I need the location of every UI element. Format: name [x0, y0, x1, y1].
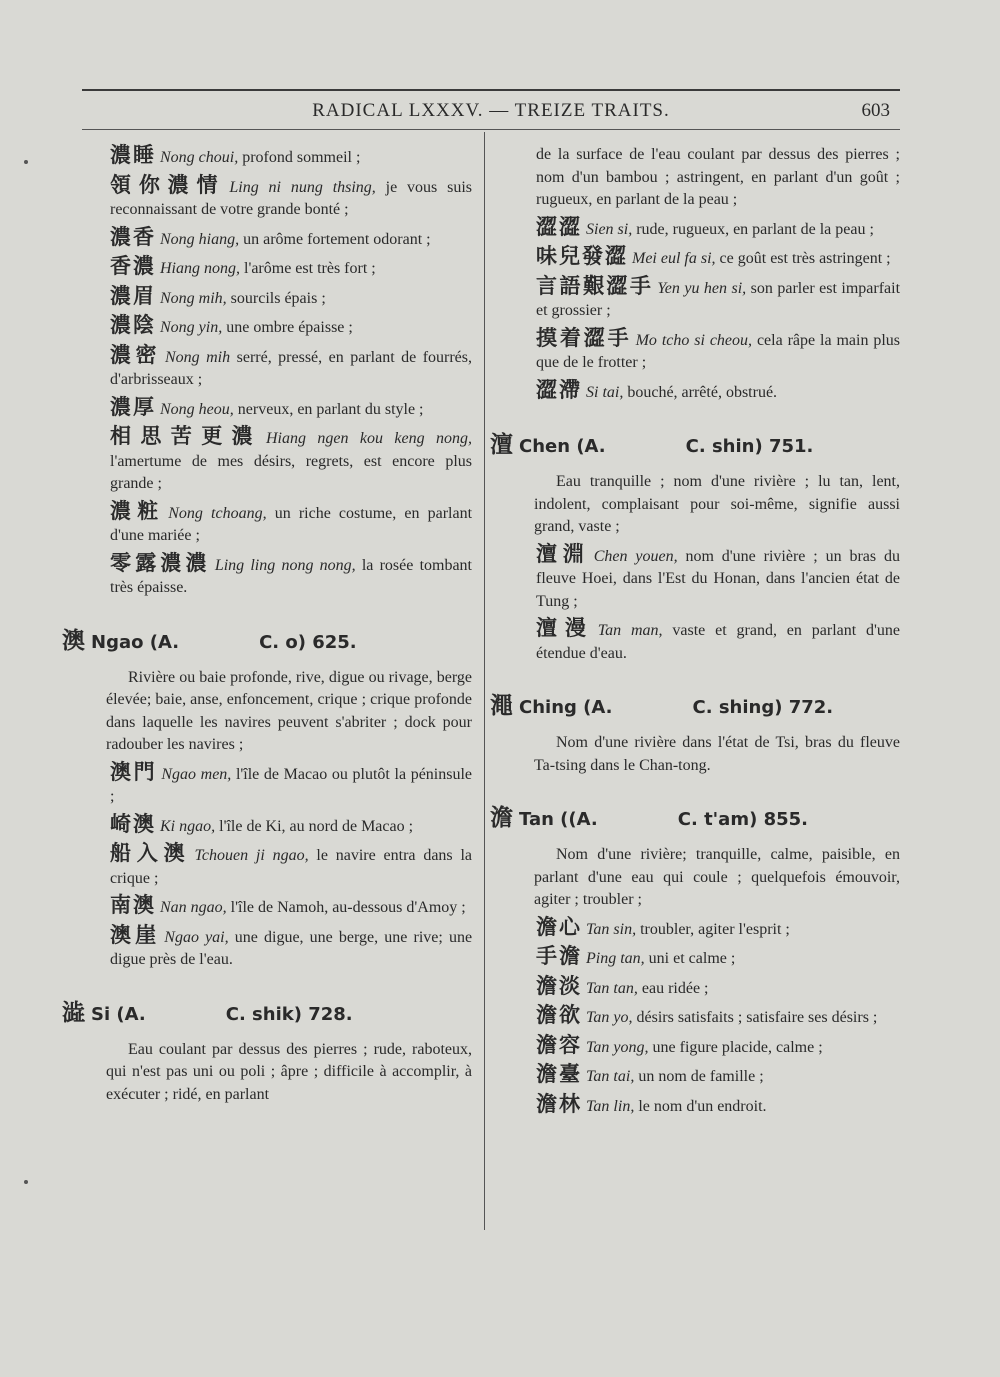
subentry-characters: 澀滯 — [536, 377, 582, 402]
subentry — [490, 1063, 900, 1089]
subentry-characters: 澳門 — [110, 759, 158, 784]
subentry-romanization: Nong heou, — [160, 400, 234, 418]
subentry — [62, 924, 472, 972]
subentry-romanization: Tan lin, — [586, 1097, 635, 1115]
entry-romanization: Si (A. — [91, 1003, 146, 1025]
subentry-definition: son parler est imparfait et grossier ; — [536, 279, 901, 319]
running-header — [82, 100, 900, 126]
subentry — [490, 975, 900, 1001]
subentry-definition: eau ridée ; — [641, 979, 709, 997]
subentry-romanization: Nong yin, — [160, 319, 223, 336]
subentry — [62, 255, 472, 281]
subentry-characters: 濃睡 — [110, 143, 156, 167]
subentry-romanization: Mei eul fa si, — [632, 250, 716, 267]
subentry-definition: serré, pressé, en parlant de fourrés, d'arbrisseaux ; — [110, 348, 473, 388]
subentry-romanization: Ping tan, — [586, 950, 645, 967]
subentry — [62, 552, 472, 600]
subentry-romanization: Nong choui, — [160, 149, 239, 166]
subentry — [490, 216, 900, 242]
subentry-definition: une digue, une berge, une rive; une digue près de l'eau. — [110, 928, 473, 968]
subentry-characters: 澶淵 — [536, 541, 590, 566]
subentry-definition: le navire entra dans la crique ; — [110, 847, 473, 887]
subentry — [490, 327, 900, 375]
subentry-characters: 零露濃濃 — [110, 550, 211, 575]
subentry — [62, 425, 472, 496]
entry-heading-ching — [490, 687, 900, 720]
subentry-definition: sourcils épais ; — [230, 289, 326, 307]
chen-subentries — [490, 543, 900, 666]
header-rule — [82, 129, 900, 130]
subentry — [490, 617, 900, 665]
header-title: RADICAL LXXXV. — TREIZE TRAITS. — [312, 100, 670, 121]
subentry-romanization: Ling ling nong nong, — [214, 556, 356, 574]
subentry — [490, 245, 900, 271]
subentry-romanization: Mo tcho si cheou, — [635, 331, 753, 349]
subentry-definition: la rosée tombant très épaisse. — [110, 556, 473, 596]
entry-romanization: Tan ((A. — [519, 809, 598, 830]
subentry-definition: je vous suis reconnaissant de votre grande bonté ; — [110, 178, 473, 218]
subentry-romanization: Tan man, — [597, 622, 663, 639]
page-number: 603 — [861, 100, 890, 121]
subentry — [490, 1093, 900, 1119]
subentry-characters: 澀澀 — [536, 214, 582, 239]
subentry-definition: un riche costume, en parlant d'une mariée ; — [110, 504, 473, 544]
entry-romanization: Ching (A. — [519, 697, 613, 718]
subentry-definition: une figure placide, calme ; — [652, 1038, 823, 1056]
subentry-definition: l'île de Ki, au nord de Macao ; — [219, 817, 414, 835]
subentry-definition: rude, rugueux, en parlant de la peau ; — [636, 220, 874, 238]
subentry-definition: nom d'une rivière ; un bras du fleuve Hoei, dans l'Est du Honan, dans l'ancien état de Tung ; — [536, 547, 901, 610]
subentry-characters: 澶漫 — [536, 616, 594, 640]
entry-heading-tan — [490, 799, 900, 832]
entry-character: 澹 — [490, 805, 513, 831]
entry-definition-tan: Nom d'une rivière; tranquille, calme, paisible, en parlant d'une eau qui coule ; quelquefois émouvoir, agiter ; troubler ; — [534, 846, 900, 908]
entry-heading-ngao — [62, 622, 472, 655]
subentry-characters: 澹淡 — [536, 973, 582, 998]
right-column — [490, 144, 900, 1122]
subentry — [62, 144, 472, 170]
subentry-romanization: Tan yong, — [586, 1038, 649, 1056]
subentry-romanization: Ngao men, — [161, 765, 232, 783]
subentry-romanization: Hiang ngen kou keng nong, — [266, 430, 473, 447]
subentry — [62, 174, 472, 222]
subentry-romanization: Nong mih — [164, 348, 231, 366]
subentry-characters: 相思苦更濃 — [110, 424, 262, 448]
subentry-characters: 濃香 — [110, 224, 156, 249]
margin-speck — [24, 160, 28, 164]
entry-character: 澳 — [62, 627, 85, 654]
top-rule — [82, 89, 900, 91]
subentry-characters: 澹林 — [536, 1091, 582, 1116]
subentry — [62, 500, 472, 548]
subentry — [62, 842, 472, 890]
subentry-characters: 澳崖 — [110, 922, 161, 947]
subentry-romanization: Ling ni nung thsing, — [229, 178, 376, 196]
subentry-romanization: Nong mih, — [160, 289, 227, 307]
nong-subentries — [62, 144, 472, 600]
subentry-characters: 領你濃情 — [110, 172, 226, 197]
entry-reference: C. shin) 751. — [685, 436, 814, 457]
subentry-definition: l'île de Macao ou plutôt la péninsule ; — [110, 765, 473, 805]
subentry-romanization: Ki ngao, — [160, 817, 216, 835]
subentry — [490, 379, 900, 405]
subentry-definition: désirs satisfaits ; satisfaire ses désirs ; — [636, 1009, 878, 1026]
subentry — [62, 314, 472, 340]
subentry-characters: 濃厚 — [110, 394, 156, 419]
entry-romanization: Chen (A. — [519, 436, 606, 457]
subentry-definition: bouché, arrêté, obstrué. — [627, 383, 778, 401]
subentry — [490, 945, 900, 971]
subentry-characters: 香濃 — [110, 254, 156, 278]
subentry-definition: le nom d'un endroit. — [638, 1097, 767, 1115]
subentry-romanization: Tan tai, — [586, 1068, 635, 1085]
subentry — [62, 813, 472, 839]
subentry-romanization: Chen youen, — [593, 547, 678, 565]
subentry-romanization: Si tai, — [586, 383, 624, 401]
subentry-characters: 澹欲 — [536, 1003, 582, 1027]
subentry — [62, 344, 472, 392]
subentry-definition: l'arôme est très fort ; — [244, 260, 376, 277]
si-definition-continued: de la surface de l'eau coulant par dessus des pierres ; nom d'un bambou ; astringent, en parlant d'un goût ; rugueux, en parlant de la peau ; — [536, 146, 900, 208]
entry-reference: C. shing) 772. — [692, 697, 834, 718]
subentry-characters: 崎澳 — [110, 811, 156, 836]
subentry-characters: 濃眉 — [110, 283, 156, 308]
subentry-characters: 濃陰 — [110, 313, 156, 337]
subentry-characters: 南澳 — [110, 893, 156, 917]
subentry-characters: 摸着澀手 — [536, 325, 632, 350]
subentry-characters: 味兒發澀 — [536, 244, 628, 268]
entry-character: 澠 — [490, 693, 513, 719]
entry-definition-chen: Eau tranquille ; nom d'une rivière ; lu tan, lent, indolent, complaisant pour soi-même, signifie aussi grand, vaste ; — [534, 473, 900, 535]
subentry-romanization: Sien si, — [586, 220, 633, 238]
entry-definition-ngao: Rivière ou baie profonde, rive, digue ou rivage, berge élevée; baie, anse, enfoncement, crique ; crique profonde dans laquelle les navires peuvent s'abriter ; dock pour radouber les navires ; — [106, 668, 472, 753]
subentry-definition: cela râpe la main plus que de le frotter ; — [536, 331, 901, 371]
subentry — [490, 275, 900, 323]
tan-subentries — [490, 916, 900, 1119]
entry-reference: C. shik) 728. — [225, 1003, 353, 1025]
subentry — [62, 894, 472, 920]
subentry-romanization: Tan yo, — [586, 1009, 633, 1026]
si-subentries — [490, 216, 900, 405]
entry-heading-chen — [490, 426, 900, 459]
subentry-romanization: Tchouen ji ngao, — [194, 847, 309, 864]
subentry-definition: l'amertume de mes désirs, regrets, est encore plus grande ; — [110, 452, 472, 492]
subentry — [62, 761, 472, 809]
subentry — [62, 396, 472, 422]
column-divider — [484, 132, 485, 1230]
subentry-definition: un arôme fortement odorant ; — [243, 230, 431, 248]
entry-reference: C. o) 625. — [259, 631, 357, 653]
ngao-subentries — [62, 761, 472, 972]
subentry — [62, 285, 472, 311]
entry-definition-si: Eau coulant par dessus des pierres ; rude, raboteux, qui n'est pas uni ou poli ; âpre ; difficile à accomplir, à exécuter ; ridé, en parlant — [106, 1040, 472, 1103]
subentry-romanization: Nan ngao, — [160, 899, 227, 916]
subentry-definition: uni et calme ; — [648, 950, 736, 967]
subentry-romanization: Tan sin, — [586, 920, 637, 938]
subentry-definition: ce goût est très astringent ; — [719, 250, 891, 267]
subentry-definition: vaste et grand, en parlant d'une étendue d'eau. — [536, 622, 901, 662]
margin-speck — [24, 1180, 28, 1184]
subentry-romanization: Ngao yai, — [164, 928, 229, 946]
left-column — [62, 144, 472, 1110]
subentry-characters: 澹臺 — [536, 1062, 582, 1086]
subentry-romanization: Nong tchoang, — [168, 504, 267, 522]
subentry — [490, 1004, 900, 1030]
subentry — [62, 226, 472, 252]
subentry-definition: l'île de Namoh, au-dessous d'Amoy ; — [230, 899, 466, 916]
subentry-romanization: Nong hiang, — [160, 230, 240, 248]
subentry-definition: une ombre épaisse ; — [226, 319, 353, 336]
subentry-definition: profond sommeil ; — [242, 149, 361, 166]
subentry-characters: 手澹 — [536, 944, 582, 968]
entry-definition-ching: Nom d'une rivière dans l'état de Tsi, bras du fleuve Ta-tsing dans le Chan-tong. — [534, 734, 900, 774]
subentry — [490, 916, 900, 942]
entry-character: 澁 — [62, 999, 85, 1026]
subentry-romanization: Tan tan, — [586, 979, 638, 997]
subentry-definition: nerveux, en parlant du style ; — [237, 400, 424, 418]
subentry-romanization: Yen yu hen si, — [657, 279, 747, 297]
subentry-characters: 濃粧 — [110, 498, 165, 523]
subentry-romanization: Hiang nong, — [160, 260, 240, 277]
subentry — [490, 543, 900, 614]
subentry-characters: 船入澳 — [110, 841, 191, 865]
subentry-characters: 澹容 — [536, 1032, 582, 1057]
subentry-definition: un nom de famille ; — [638, 1068, 764, 1085]
entry-reference: C. t'am) 855. — [677, 809, 808, 830]
subentry-characters: 濃密 — [110, 342, 161, 367]
entry-heading-si — [62, 994, 472, 1027]
entry-romanization: Ngao (A. — [91, 631, 180, 653]
subentry-characters: 言語艱澀手 — [536, 273, 654, 298]
subentry-characters: 澹心 — [536, 914, 582, 939]
subentry — [490, 1034, 900, 1060]
subentry-definition: troubler, agiter l'esprit ; — [640, 920, 790, 938]
entry-character: 澶 — [490, 432, 513, 458]
